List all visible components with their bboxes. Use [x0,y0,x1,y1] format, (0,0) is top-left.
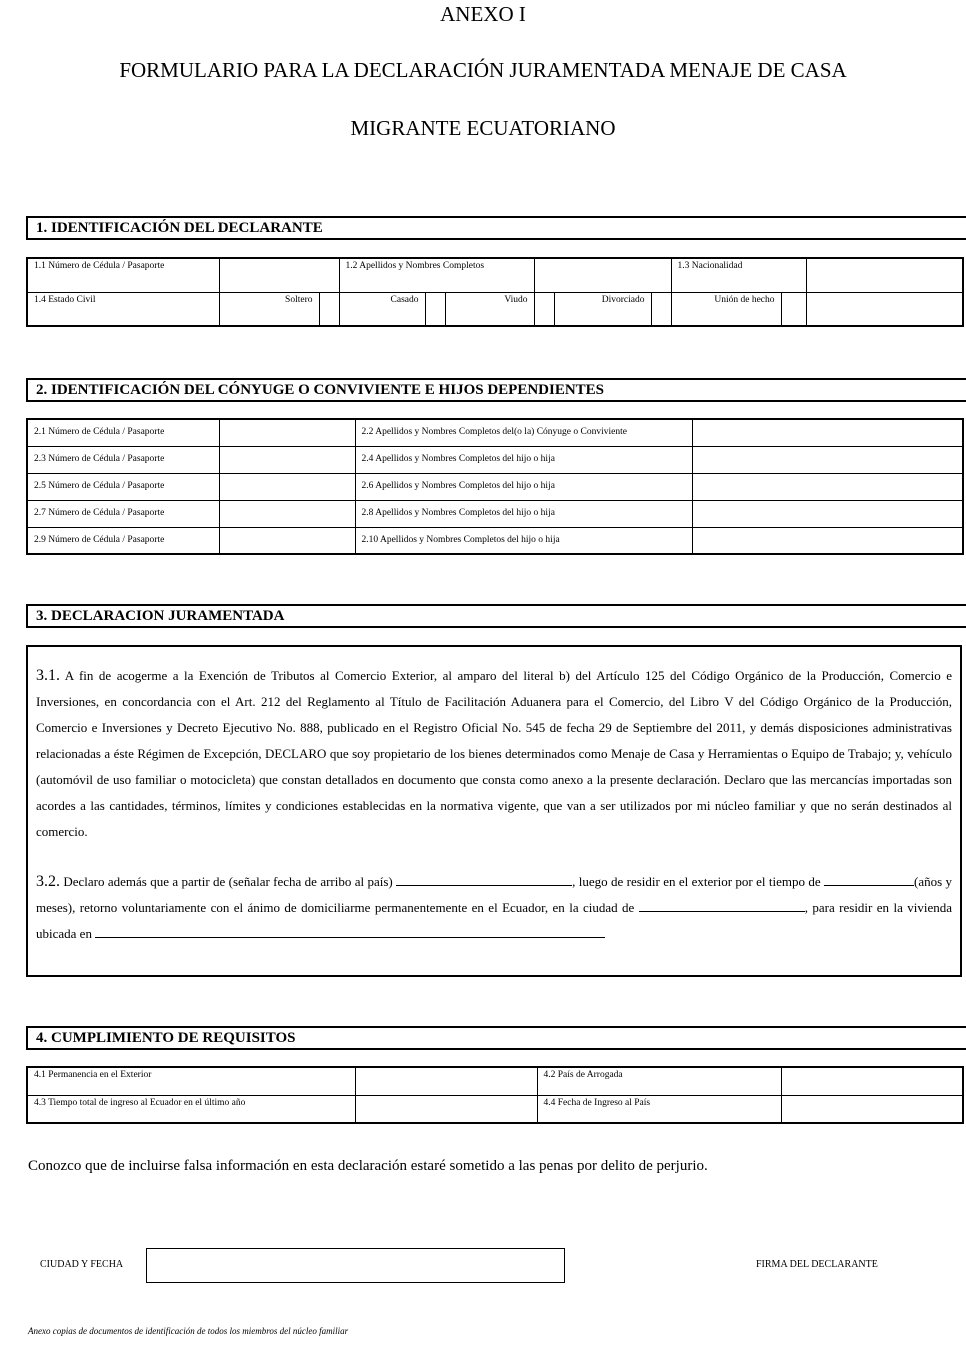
permanence-label: 4.1 Permanencia en el Exterior [27,1067,355,1095]
paragraph-number: 3.2. [36,873,60,890]
divorciado-checkbox[interactable] [651,292,671,326]
name-field[interactable] [692,419,963,446]
union-label: Unión de hecho [671,292,781,326]
city-field[interactable] [639,897,805,912]
name-label: 2.8 Apellidos y Nombres Completos del hijo o hija [355,500,692,527]
nationality-field[interactable] [806,258,963,292]
names-field[interactable] [534,258,671,292]
viudo-checkbox[interactable] [534,292,554,326]
city-date-label: CIUDAD Y FECHA [40,1259,124,1270]
name-label: 2.6 Apellidos y Nombres Completos del hijo o hija [355,473,692,500]
id-field[interactable] [219,419,355,446]
divorciado-label: Divorciado [554,292,651,326]
paragraph-text: , luego de residir en el exterior por el tiempo de [572,874,821,889]
casado-label: Casado [339,292,425,326]
id-label: 2.7 Número de Cédula / Pasaporte [27,500,219,527]
viudo-label: Viudo [445,292,534,326]
total-time-field[interactable] [355,1095,537,1123]
name-field[interactable] [692,446,963,473]
spouse-children-table [26,418,964,555]
table-row [27,446,963,473]
requirements-table [26,1066,964,1124]
section4-heading: 4. CUMPLIMIENTO DE REQUISITOS [26,1026,966,1050]
signature-label: FIRMA DEL DECLARANTE [756,1259,878,1270]
id-field[interactable] [219,527,355,554]
union-checkbox[interactable] [781,292,806,326]
entry-date-label: 4.4 Fecha de Ingreso al País [537,1095,781,1123]
name-field[interactable] [692,500,963,527]
table-row [27,500,963,527]
id-label: 2.1 Número de Cédula / Pasaporte [27,419,219,446]
total-time-label: 4.3 Tiempo total de ingreso al Ecuador en el último año [27,1095,355,1123]
paragraph-text: A fin de acogerme a la Exención de Tributos al Comercio Exterior, al amparo del literal b) del Artículo 125 del Código Orgánico de la Producción, Comercio e Inversiones, en concordancia con el Art. 212 del Reglamento al Título de Facilitación Aduanera para el Comercio, del Libro V del Código Orgánico de la Producción, Comercio e Inversiones y Decreto Ejecutivo No. 888, publicado en el Registro Oficial No. 545 de fecha 29 de Septiembre del 2011, y demás disposiciones administrativas relacionadas a éste Régimen de Excepción, DECLARO que soy propietario de los bienes determinados como Menaje de Casa y Herramientas o Equipo de Trabajo; y, vehículo (automóvil de uso familiar o motocicleta) que constan detallados en documento que consta como anexo a la presente declaración. Declaro que las mercancías importadas son acordes a las cantidades, términos, límites y condiciones establecidas en la normativa vigente, que van a ser utilizados por mi núcleo familiar y que no serán destinados al comercio. [36,668,952,839]
declaration-box [26,645,962,977]
time-abroad-field[interactable] [824,871,914,886]
country-field[interactable] [781,1067,963,1095]
entry-date-field[interactable] [781,1095,963,1123]
declaration-paragraph-2 [36,869,952,947]
name-label: 2.4 Apellidos y Nombres Completos del hijo o hija [355,446,692,473]
civil-status-extra [806,292,963,326]
country-label: 4.2 País de Arrogada [537,1067,781,1095]
name-label: 2.10 Apellidos y Nombres Completos del hijo o hija [355,527,692,554]
soltero-label: Soltero [219,292,319,326]
arrival-date-field[interactable] [396,871,572,886]
declarant-table [26,257,964,327]
form-title: FORMULARIO PARA LA DECLARACIÓN JURAMENTADA MENAJE DE CASA [119,58,847,82]
id-field[interactable] [219,446,355,473]
permanence-field[interactable] [355,1067,537,1095]
cedula-label: 1.1 Número de Cédula / Pasaporte [27,258,219,292]
table-row [27,419,963,446]
id-field[interactable] [219,473,355,500]
address-field[interactable] [95,923,605,938]
footnote: Anexo copias de documentos de identificación de todos los miembros del núcleo familiar [28,1326,349,1336]
section2-heading: 2. IDENTIFICACIÓN DEL CÓNYUGE O CONVIVIENTE E HIJOS DEPENDIENTES [26,378,966,402]
id-label: 2.5 Número de Cédula / Pasaporte [27,473,219,500]
soltero-checkbox[interactable] [319,292,339,326]
id-field[interactable] [219,500,355,527]
paragraph-number: 3.1. [36,667,60,684]
names-label: 1.2 Apellidos y Nombres Completos [339,258,534,292]
paragraph-text: , para residir en la vivienda ubicada en [36,900,953,941]
name-field[interactable] [692,473,963,500]
paragraph-text: Declaro además que a partir de (señalar fecha de arribo al país) [63,874,393,889]
cedula-field[interactable] [219,258,339,292]
paragraph-text: (años y meses), retorno voluntariamente con el ánimo de domiciliarme permanentemente en el Ecuador, en la ciudad de [36,874,953,915]
declaration-paragraph-1 [36,663,952,845]
form-subtitle: MIGRANTE ECUATORIANO [350,116,616,140]
name-label: 2.2 Apellidos y Nombres Completos del(o la) Cónyuge o Conviviente [355,419,692,446]
section3-heading: 3. DECLARACION JURAMENTADA [26,604,966,628]
casado-checkbox[interactable] [425,292,445,326]
table-row [27,473,963,500]
id-label: 2.9 Número de Cédula / Pasaporte [27,527,219,554]
id-label: 2.3 Número de Cédula / Pasaporte [27,446,219,473]
table-row [27,527,963,554]
annex-title: ANEXO I [440,2,526,26]
perjury-statement: Conozco que de incluirse falsa información en esta declaración estaré sometido a las penas por delito de perjurio. [28,1158,708,1174]
city-date-field[interactable] [146,1248,565,1283]
name-field[interactable] [692,527,963,554]
nationality-label: 1.3 Nacionalidad [671,258,806,292]
section1-heading: 1. IDENTIFICACIÓN DEL DECLARANTE [26,216,966,240]
civil-status-label: 1.4 Estado Civil [27,292,219,326]
